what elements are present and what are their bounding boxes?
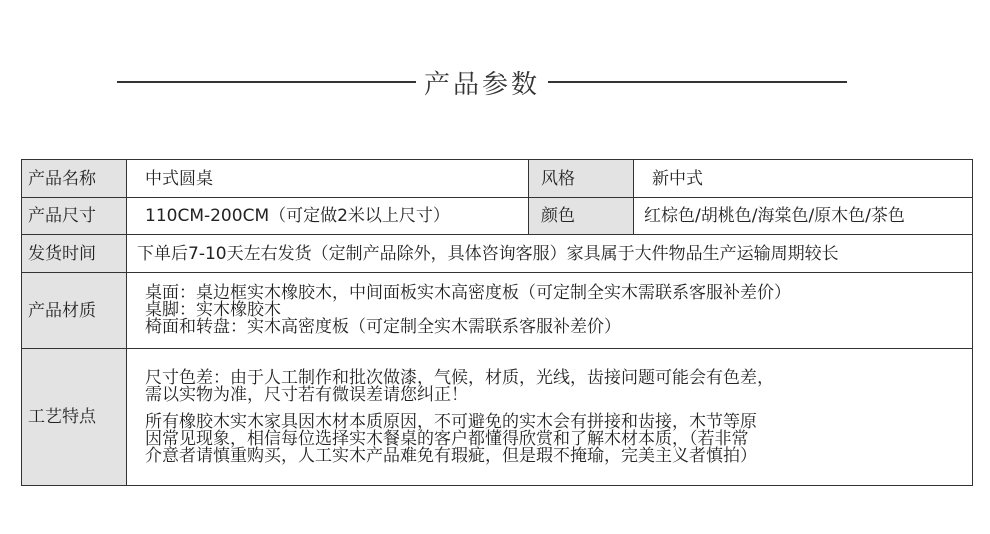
table-row xyxy=(22,160,973,198)
craft-line: 因常见现象，相信每位选择实木餐桌的客户都懂得欣赏和了解木材本质，（若非常 xyxy=(145,428,749,449)
page-title: 产品参数 xyxy=(424,69,541,100)
table-row xyxy=(22,349,973,486)
table-row xyxy=(22,198,973,235)
color-value: 红棕色/胡桃色/海棠色/原木色/茶色 xyxy=(634,198,973,235)
craft-line: 所有橡胶木实木家具因木材本质原因，不可避免的实木会有拼接和齿接，木节等原 xyxy=(145,411,757,432)
table-row xyxy=(22,235,973,273)
craft-paragraph-2 xyxy=(145,411,962,466)
craft-line: 介意者请慎重购买，人工实木产品难免有瑕疵，但是瑕不掩瑜，完美主义者慎拍） xyxy=(145,445,757,466)
craft-line: 尺寸色差：由于人工制作和批次做漆，气候，材质，光线，齿接问题可能会有色差， xyxy=(145,367,774,388)
shipping-value: 下单后7-10天左右发货（定制产品除外，具体咨询客服）家具属于大件物品生产运输周期较长 xyxy=(127,235,973,273)
material-line: 桌面：桌边框实木橡胶木，中间面板实木高密度板（可定制全实木需联系客服补差价） xyxy=(145,283,791,303)
name-value: 中式圆桌 xyxy=(127,160,529,198)
material-line: 桌脚：实木橡胶木 xyxy=(145,300,281,320)
material-value xyxy=(127,273,973,349)
craft-line: 需以实物为准，尺寸若有微误差请您纠正！ xyxy=(145,384,468,405)
material-label: 产品材质 xyxy=(22,273,127,349)
product-params-table xyxy=(21,159,973,486)
title-banner xyxy=(117,62,847,102)
craft-value xyxy=(127,349,973,486)
name-label: 产品名称 xyxy=(22,160,127,198)
style-label: 风格 xyxy=(529,160,634,198)
craft-label: 工艺特点 xyxy=(22,349,127,486)
craft-paragraph-1 xyxy=(145,367,962,405)
size-label: 产品尺寸 xyxy=(22,198,127,235)
table-row xyxy=(22,273,973,349)
size-value: 110CM-200CM（可定做2米以上尺寸） xyxy=(127,198,529,235)
title-right-rule xyxy=(548,81,847,83)
style-value: 新中式 xyxy=(634,160,973,198)
shipping-label: 发货时间 xyxy=(22,235,127,273)
title-left-rule xyxy=(117,81,416,83)
material-line: 椅面和转盘：实木高密度板（可定制全实木需联系客服补差价） xyxy=(145,317,621,337)
color-label: 颜色 xyxy=(529,198,634,235)
